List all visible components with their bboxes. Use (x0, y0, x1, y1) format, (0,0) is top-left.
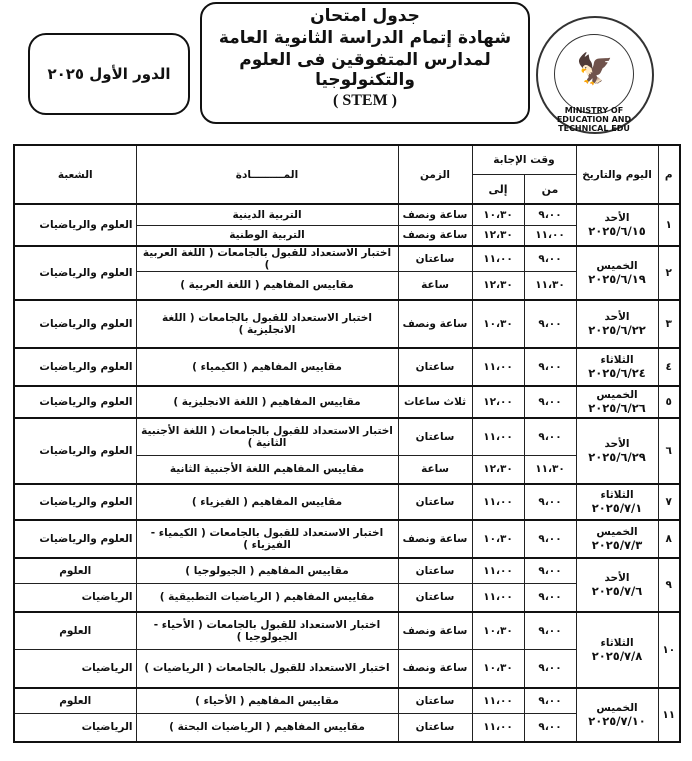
exam-duration: ساعتان (398, 348, 472, 386)
exam-date: ٢٠٢٥/٧/٨ (591, 648, 643, 663)
time-from: ١١،٠٠ (524, 225, 576, 246)
time-to: ١٠،٣٠ (472, 204, 524, 225)
branch-name: العلوم والرياضيات (14, 386, 136, 418)
subject-name: مقاييس المفاهيم ( الرياضيات البحتة ) (136, 714, 398, 742)
row-number: ٦ (658, 418, 680, 484)
branch-name: العلوم (14, 612, 136, 650)
branch-name: العلوم والرياضيات (14, 520, 136, 558)
exam-day: الأحد (604, 437, 630, 450)
row-number: ١٠ (658, 612, 680, 688)
exam-day: الخميس (596, 259, 638, 272)
exam-day: الخميس (596, 388, 638, 401)
day-date-cell (576, 520, 658, 558)
table-row (14, 558, 680, 584)
time-to: ١١،٠٠ (472, 688, 524, 714)
day-date-cell (576, 300, 658, 348)
time-from: ٩،٠٠ (524, 520, 576, 558)
branch-name: الرياضيات (14, 584, 136, 612)
time-to: ١١،٠٠ (472, 348, 524, 386)
branch-name: العلوم (14, 558, 136, 584)
subject-name: التربية الوطنية (136, 225, 398, 246)
branch-name: العلوم والرياضيات (14, 348, 136, 386)
table-row (14, 204, 680, 225)
title-box (200, 2, 530, 124)
subject-name: التربية الدينية (136, 204, 398, 225)
row-number: ٤ (658, 348, 680, 386)
exam-day: الثلاثاء (600, 353, 634, 366)
time-to: ١١،٠٠ (472, 584, 524, 612)
branch-name: العلوم والرياضيات (14, 300, 136, 348)
time-from: ٩،٠٠ (524, 300, 576, 348)
subject-name: مقاييس المفاهيم ( اللغة العربية ) (136, 272, 398, 300)
table-row (14, 484, 680, 520)
subject-name: مقاييس المفاهيم ( الرياضيات التطبيقية ) (136, 584, 398, 612)
time-to: ١٠،٣٠ (472, 650, 524, 688)
document-header (0, 0, 692, 142)
exam-date: ٢٠٢٥/٧/١٠ (588, 713, 646, 728)
exam-duration: ساعة ونصف (398, 520, 472, 558)
subject-name: اختبار الاستعداد للقبول بالجامعات ( اللغة الانجليزية ) (136, 300, 398, 348)
exam-date: ٢٠٢٥/٧/١ (591, 500, 643, 515)
time-from: ٩،٠٠ (524, 418, 576, 456)
day-date-cell (576, 348, 658, 386)
branch-name: العلوم والرياضيات (14, 204, 136, 246)
table-row (14, 348, 680, 386)
exam-duration: ساعتان (398, 484, 472, 520)
exam-duration: ساعة ونصف (398, 612, 472, 650)
exam-duration: ساعتان (398, 558, 472, 584)
exam-duration: ساعتان (398, 246, 472, 272)
table-header-row (14, 145, 680, 175)
subject-name: مقاييس المفاهيم ( الأحياء ) (136, 688, 398, 714)
row-number: ٨ (658, 520, 680, 558)
exam-duration: ساعتان (398, 584, 472, 612)
time-to: ١٠،٣٠ (472, 300, 524, 348)
row-number: ٩ (658, 558, 680, 612)
exam-schedule-table (13, 144, 681, 743)
exam-day: الخميس (596, 525, 638, 538)
time-to: ١١،٠٠ (472, 418, 524, 456)
time-to: ١١،٠٠ (472, 714, 524, 742)
time-to: ١٠،٣٠ (472, 520, 524, 558)
exam-date: ٢٠٢٥/٦/١٥ (588, 224, 646, 238)
time-from: ٩،٠٠ (524, 650, 576, 688)
subject-name: اختبار الاستعداد للقبول بالجامعات ( الأحياء - الجيولوجيا ) (136, 612, 398, 650)
exam-day: الخميس (596, 701, 638, 714)
logo-text: MINISTRY OF EDUCATION AND TECHNICAL EDU (556, 106, 632, 133)
exam-date: ٢٠٢٥/٦/٢٦ (588, 400, 646, 415)
time-to: ١٢،٣٠ (472, 225, 524, 246)
subject-name: اختبار الاستعداد للقبول بالجامعات ( اللغة العربية ) (136, 246, 398, 272)
branch-name: العلوم والرياضيات (14, 246, 136, 300)
subject-name: اختبار الاستعداد للقبول بالجامعات ( الكيمياء - الفيزياء ) (136, 520, 398, 558)
row-number: ١ (658, 204, 680, 246)
exam-date: ٢٠٢٥/٧/٣ (591, 537, 643, 552)
title-line-3: لمدارس المتفوقين فى العلوم والتكنولوجيا (239, 50, 491, 90)
time-from: ٩،٠٠ (524, 558, 576, 584)
header-duration: الزمن (398, 145, 472, 204)
exam-date: ٢٠٢٥/٦/٢٢ (588, 322, 646, 337)
header-answer-time: وقت الإجابة (472, 145, 576, 175)
exam-duration: ساعة (398, 456, 472, 484)
time-from: ٩،٠٠ (524, 204, 576, 225)
table-row (14, 246, 680, 272)
day-date-cell (576, 418, 658, 484)
title-line-1: جدول امتحان (310, 6, 420, 26)
time-from: ٩،٠٠ (524, 584, 576, 612)
time-from: ٩،٠٠ (524, 348, 576, 386)
table-row (14, 418, 680, 456)
exam-date: ٢٠٢٥/٦/٢٤ (588, 365, 646, 380)
time-to: ١٢،٠٠ (472, 386, 524, 418)
branch-name: العلوم والرياضيات (14, 418, 136, 484)
subject-name: مقاييس المفاهيم ( اللغة الانجليزية ) (136, 386, 398, 418)
day-date-cell (576, 386, 658, 418)
ministry-logo (536, 16, 654, 134)
title-line-4: ( STEM ) (333, 92, 397, 109)
time-from: ٩،٠٠ (524, 688, 576, 714)
time-to: ١٢،٣٠ (472, 456, 524, 484)
exam-duration: ساعة ونصف (398, 300, 472, 348)
exam-duration: ثلاث ساعات (398, 386, 472, 418)
time-to: ١٢،٣٠ (472, 272, 524, 300)
row-number: ٧ (658, 484, 680, 520)
exam-date: ٢٠٢٥/٦/١٩ (588, 271, 646, 286)
time-to: ١١،٠٠ (472, 558, 524, 584)
time-from: ١١،٣٠ (524, 272, 576, 300)
day-date-cell (576, 246, 658, 300)
subject-name: مقاييس المفاهيم اللغة الأجنبية الثانية (136, 456, 398, 484)
exam-day: الأحد (604, 310, 630, 323)
row-number: ٢ (658, 246, 680, 300)
branch-name: العلوم والرياضيات (14, 484, 136, 520)
time-from: ٩،٠٠ (524, 246, 576, 272)
table-row (14, 688, 680, 714)
exam-duration: ساعتان (398, 714, 472, 742)
day-date-cell (576, 484, 658, 520)
time-from: ١١،٣٠ (524, 456, 576, 484)
eagle-emblem-icon: 🦅 (576, 52, 614, 87)
time-from: ٩،٠٠ (524, 612, 576, 650)
table-row (14, 520, 680, 558)
title-line-2: شهادة إتمام الدراسة الثانوية العامة (218, 28, 512, 48)
subject-name: مقاييس المفاهيم ( الكيمياء ) (136, 348, 398, 386)
row-number: ١١ (658, 688, 680, 742)
time-to: ١٠،٣٠ (472, 612, 524, 650)
branch-name: الرياضيات (14, 650, 136, 688)
exam-day: الأحد (604, 212, 630, 224)
exam-date: ٢٠٢٥/٧/٦ (591, 583, 643, 598)
time-from: ٩،٠٠ (524, 484, 576, 520)
table-row (14, 386, 680, 418)
row-number: ٣ (658, 300, 680, 348)
time-from: ٩،٠٠ (524, 386, 576, 418)
exam-day: الأحد (604, 571, 630, 584)
header-num: م (658, 145, 680, 204)
day-date-cell (576, 688, 658, 742)
subject-name: اختبار الاستعداد للقبول بالجامعات ( الرياضيات ) (136, 650, 398, 688)
subject-name: مقاييس المفاهيم ( الجيولوجيا ) (136, 558, 398, 584)
exam-round-box: الدور الأول ٢٠٢٥ (28, 33, 190, 115)
exam-date: ٢٠٢٥/٦/٢٩ (588, 449, 646, 464)
header-from: من (524, 175, 576, 205)
exam-day: الثلاثاء (600, 488, 634, 501)
time-to: ١١،٠٠ (472, 484, 524, 520)
time-from: ٩،٠٠ (524, 714, 576, 742)
time-to: ١١،٠٠ (472, 246, 524, 272)
exam-day: الثلاثاء (600, 636, 634, 649)
exam-duration: ساعة ونصف (398, 650, 472, 688)
table-row (14, 612, 680, 650)
exam-duration: ساعتان (398, 688, 472, 714)
day-date-cell (576, 558, 658, 612)
subject-name: مقاييس المفاهيم ( الفيزياء ) (136, 484, 398, 520)
exam-duration: ساعة ونصف (398, 225, 472, 246)
header-to: إلى (472, 175, 524, 205)
day-date-cell (576, 204, 658, 246)
exam-duration: ساعة (398, 272, 472, 300)
header-branch: الشعبة (14, 145, 136, 204)
subject-name: اختبار الاستعداد للقبول بالجامعات ( اللغة الأجنبية الثانية ) (136, 418, 398, 456)
table-row (14, 300, 680, 348)
row-number: ٥ (658, 386, 680, 418)
branch-name: الرياضيات (14, 714, 136, 742)
header-subject: المـــــــــادة (136, 145, 398, 204)
day-date-cell (576, 612, 658, 688)
branch-name: العلوم (14, 688, 136, 714)
exam-duration: ساعتان (398, 418, 472, 456)
exam-duration: ساعة ونصف (398, 204, 472, 225)
header-day-date: اليوم والتاريخ (576, 145, 658, 204)
